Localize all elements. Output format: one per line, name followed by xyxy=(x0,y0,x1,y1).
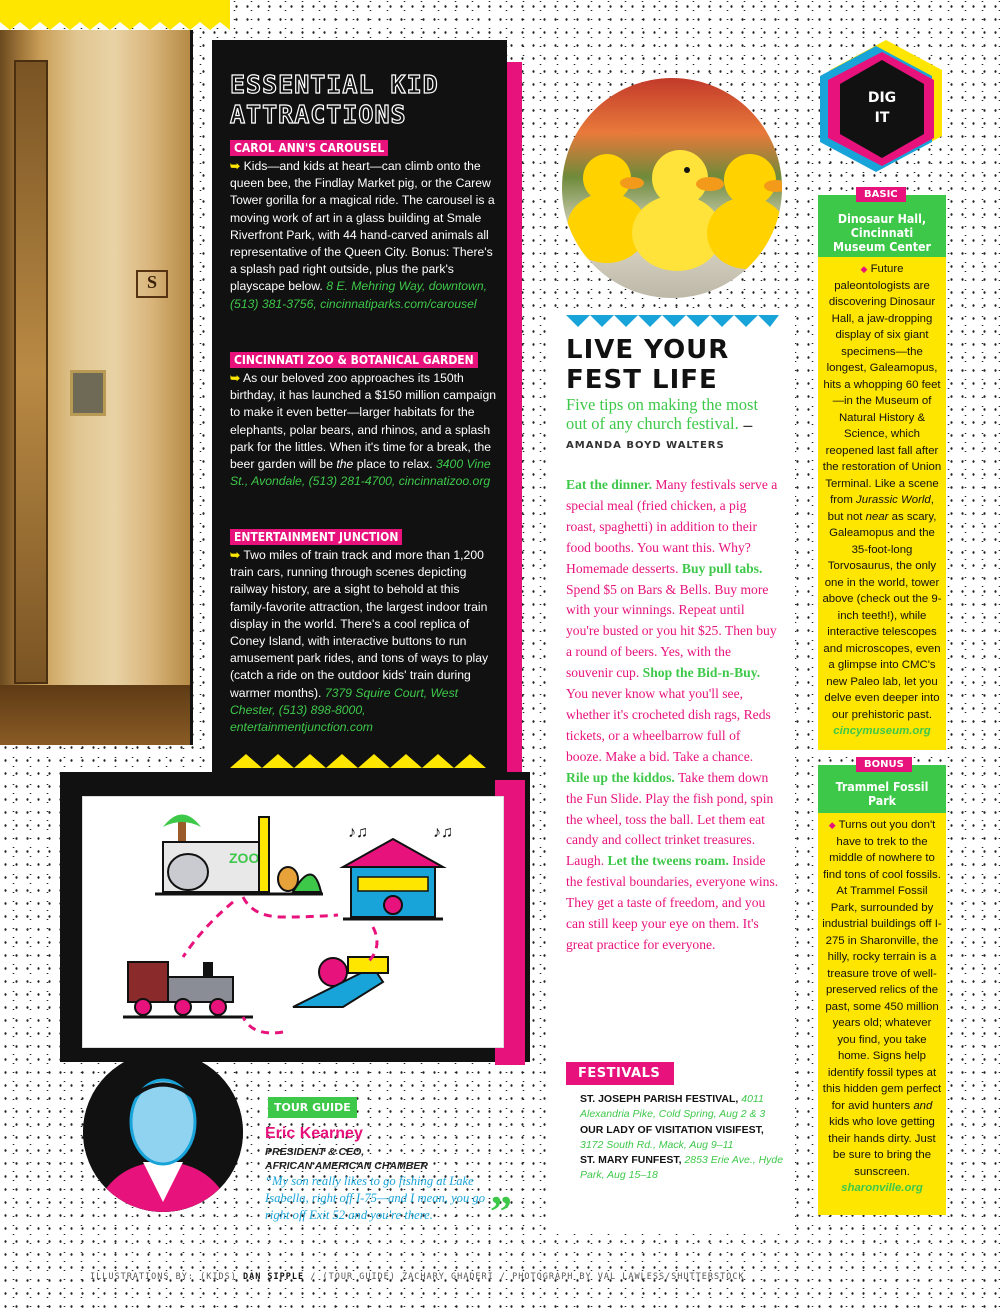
tip-heading: Buy pull tabs. xyxy=(681,560,763,576)
attraction-item xyxy=(230,140,498,313)
dig-it-hexagon xyxy=(816,38,946,178)
fest-subtitle-text: Five tips on making the most out of any church festival. xyxy=(566,395,759,433)
basic-link[interactable]: cincymuseum.org xyxy=(833,725,931,737)
credits-name: DAN SIPPLE xyxy=(242,1272,305,1282)
photo-trim xyxy=(0,685,190,745)
guide-name: Eric Kearney xyxy=(265,1125,363,1142)
music-note-icon: ♪♫ xyxy=(348,824,368,841)
guide-quote: “My son really likes to go fishing at Lake Isabella, right off I-75—and I mean, you go right off Exit 52 and you're there. xyxy=(265,1174,486,1222)
arrow-icon: ➥ xyxy=(230,548,241,562)
tip-heading: Eat the dinner. xyxy=(566,477,652,492)
credits-rest: / (TOUR GUIDE) ZACHARY GHADERI / PHOTOGRAPH BY VAL LAWLESS/SHUTTERSTOCK xyxy=(310,1272,745,1282)
attractions-box xyxy=(212,40,507,785)
dig-it-line2: IT xyxy=(874,110,890,126)
attraction-heading: CINCINNATI ZOO & BOTANICAL GARDEN xyxy=(230,352,478,368)
photo-panel xyxy=(14,60,48,684)
bonus-badge: BONUS xyxy=(856,757,912,772)
bonus-body-text: kids who love getting their hands dirty. Just be sure to bring the sunscreen. xyxy=(828,1116,936,1178)
guide-title xyxy=(265,1145,428,1173)
tour-guide-badge: TOUR GUIDE xyxy=(268,1097,357,1118)
festival-details: 2853 Erie Ave., Hyde Park, Aug 15–18 xyxy=(580,1154,784,1182)
credits-line xyxy=(90,1272,745,1282)
bonus-body xyxy=(822,817,942,1197)
diamond-icon: ◆ xyxy=(828,820,836,830)
fest-title-line2: FEST LIFE xyxy=(566,365,718,395)
attraction-body-end: place to relax. xyxy=(356,457,433,472)
music-note-icon: ♪♫ xyxy=(433,824,453,841)
carousel-photo xyxy=(0,30,193,745)
rubber-ducks-photo xyxy=(562,78,782,298)
tip-text: Many festivals serve a special meal (fried chicken, a pig roast, spaghetti) in addition to their food booths. You want this. Why? Homemade desserts. xyxy=(566,477,778,576)
bonus-body-text: Turns out you don't have to trek to the middle of nowhere to find tons of cool fossils. At Trammel Fossil Park, surrounded by industrial buildings off I-275 in Sharonville, the hilly, rocky terrain is a treasure trove of well-preserved relics of the past, some 450 million years old; whatever you find, you take home. Signs help identify fossil types at this hidden gem perfect for avid hunters xyxy=(822,819,942,1112)
quote-mark-icon: ” xyxy=(490,1187,512,1236)
basic-body-text: as scary, Galeamopus and the 35-foot-long Torvosaurus, the only one in the world, tower above (check out the 9-inch teeth!), while interactive telescopes and microscopes, even a glimpse into CMC's new Paleo lab, let you delve even deeper into our prehistoric past. xyxy=(822,510,942,721)
festival-name: OUR LADY OF VISITATION VISIFEST, xyxy=(580,1123,764,1136)
attraction-address: 7379 Squire Court, West Chester, (513) 898-8000, entertainmentjunction.com xyxy=(230,685,459,735)
tip-text: Take them down the Fun Slide. Play the fish pond, spin the wheel, toss the ball. Let them eat candy and collect trinket treasures. Laugh. xyxy=(566,769,774,869)
festival-name: ST. JOSEPH PARISH FESTIVAL, xyxy=(580,1093,739,1105)
corner-decoration xyxy=(0,0,230,30)
attraction-heading: ENTERTAINMENT JUNCTION xyxy=(230,529,402,545)
bonus-column xyxy=(818,759,946,1215)
guide-title-line1: PRESIDENT & CEO, xyxy=(265,1146,365,1158)
festival-item xyxy=(580,1092,790,1123)
fest-title-line1: LIVE YOUR xyxy=(566,335,730,365)
festivals-badge: FESTIVALS xyxy=(566,1062,674,1085)
basic-badge: BASIC xyxy=(856,187,906,202)
festival-name: ST. MARY FUNFEST, xyxy=(580,1154,682,1167)
photo-letter-s: S xyxy=(136,270,168,298)
tip-text: Inside the festival boundaries, everyone wins. They get a taste of freedom, and you can still keep your eye on them. It's great practice for everyone. xyxy=(566,853,779,952)
portrait-art xyxy=(83,1052,243,1212)
yellow-zigzag-decoration xyxy=(230,752,490,768)
arrow-icon: ➥ xyxy=(230,371,241,385)
ducks-art xyxy=(562,78,782,298)
fest-life-title xyxy=(566,335,729,395)
attractions-title-line1: ESSENTIAL KID xyxy=(230,70,439,99)
attraction-body-emphasis: the xyxy=(336,457,354,472)
cyan-zigzag-decoration xyxy=(566,315,779,329)
guide-title-line2: AFRICAN AMERICAN CHAMBER xyxy=(265,1160,428,1172)
fest-tips xyxy=(566,475,779,956)
attraction-item xyxy=(230,529,498,736)
dig-it-line1: DIG xyxy=(867,90,897,106)
attraction-item xyxy=(230,352,498,490)
attraction-body: Kids—and kids at heart—can climb onto the queen bee, the Findlay Market pig, or the Carew Tower gorilla for a magical ride. The carousel is a moving work of art in a glass building at Smale Riverfront Park, with 44 hand-carved animals all representative of the Queen City. Bonus: There's a splash pad right outside, plus the park's playscape below. xyxy=(230,159,495,294)
basic-title: Dinosaur Hall, Cincinnati Museum Center xyxy=(833,212,931,254)
festival-details: 3172 South Rd., Mack, Aug 9–11 xyxy=(580,1138,734,1151)
attractions-title xyxy=(230,70,490,130)
photo-plate xyxy=(70,370,106,416)
bonus-body-emphasis: and xyxy=(913,1099,933,1112)
tip-heading: Shop the Bid-n-Buy. xyxy=(642,665,761,681)
tip-heading: Let the tweens roam. xyxy=(607,853,729,869)
attraction-heading: CAROL ANN'S CAROUSEL xyxy=(230,140,388,156)
tip-text: Spend $5 on Bars & Bells. Buy more with your winnings. Repeat until you're busted or you hit $25. Then buy a round of beers. Yes, with the souvenir cup. xyxy=(566,581,777,681)
festival-item xyxy=(580,1153,790,1184)
festival-details: 4011 Alexandria Pike, Cold Spring, Aug 2 & 3 xyxy=(580,1093,766,1121)
bonus-title: Trammel Fossil Park xyxy=(835,780,929,808)
kids-illustration xyxy=(82,796,504,1048)
basic-body xyxy=(822,261,942,740)
fest-byline: —AMANDA BOYD WALTERS xyxy=(566,421,754,451)
zoo-sign: ZOO xyxy=(229,850,260,866)
tip-heading: Rile up the kiddos. xyxy=(566,769,675,785)
basic-body-emphasis: near xyxy=(865,510,889,523)
festival-item xyxy=(580,1123,790,1154)
festivals-list xyxy=(580,1092,790,1184)
diamond-icon: ◆ xyxy=(860,264,868,274)
attraction-address: 3400 Vine St., Avondale, (513) 281-4700, cincinnatizoo.org xyxy=(230,457,491,489)
credits-prefix: ILLUSTRATIONS BY: (KIDS) xyxy=(90,1272,237,1282)
attraction-body: Two miles of train track and more than 1,200 train cars, running through scenes depicting railway history, are a sight to behold at this family-favorite attraction, the largest indoor train display in the world. There's a cool replica of Coney Island, with interactive buttons to run amusement park rides, and tons of ways to play (catch a ride on the outdoor kids' train during warmer months). xyxy=(230,548,489,700)
attraction-body: As our beloved zoo approaches its 150th birthday, it has launched a $150 million campaign to make it even better—larger habitats for the elephants, polar bears, and rhinos, and a splash park for the littles. When it's time for a break, the beer garden will be xyxy=(230,371,497,472)
basic-body-emphasis: Jurassic World xyxy=(856,494,931,506)
illustration-art xyxy=(83,797,503,1047)
basic-body-text: , but not xyxy=(827,494,934,523)
basic-column xyxy=(818,189,946,750)
tour-guide-portrait xyxy=(83,1052,243,1212)
bonus-link[interactable]: sharonville.org xyxy=(841,1182,923,1194)
arrow-icon: ➥ xyxy=(230,159,241,173)
basic-body-text: Future paleontologists are discovering Dinosaur Hall, a jaw-dropping display of six giant specimens—the longest, Galeamopus, hits a whopping 60 feet—in the Museum of Natural History & Science, which reopened last fall after the restoration of Union Terminal. Like a scene from xyxy=(822,263,942,506)
attraction-address: 8 E. Mehring Way, downtown, (513) 381-3756, cincinnatiparks.com/carousel xyxy=(230,279,487,311)
fest-subtitle xyxy=(566,395,776,452)
attractions-title-line2: ATTRACTIONS xyxy=(230,100,407,129)
tip-text: You never know what you'll see, whether it's crocheted dish rags, Reds tickets, or a wheelbarrow full of booze. Make a bid. Take a chance. xyxy=(566,686,771,764)
